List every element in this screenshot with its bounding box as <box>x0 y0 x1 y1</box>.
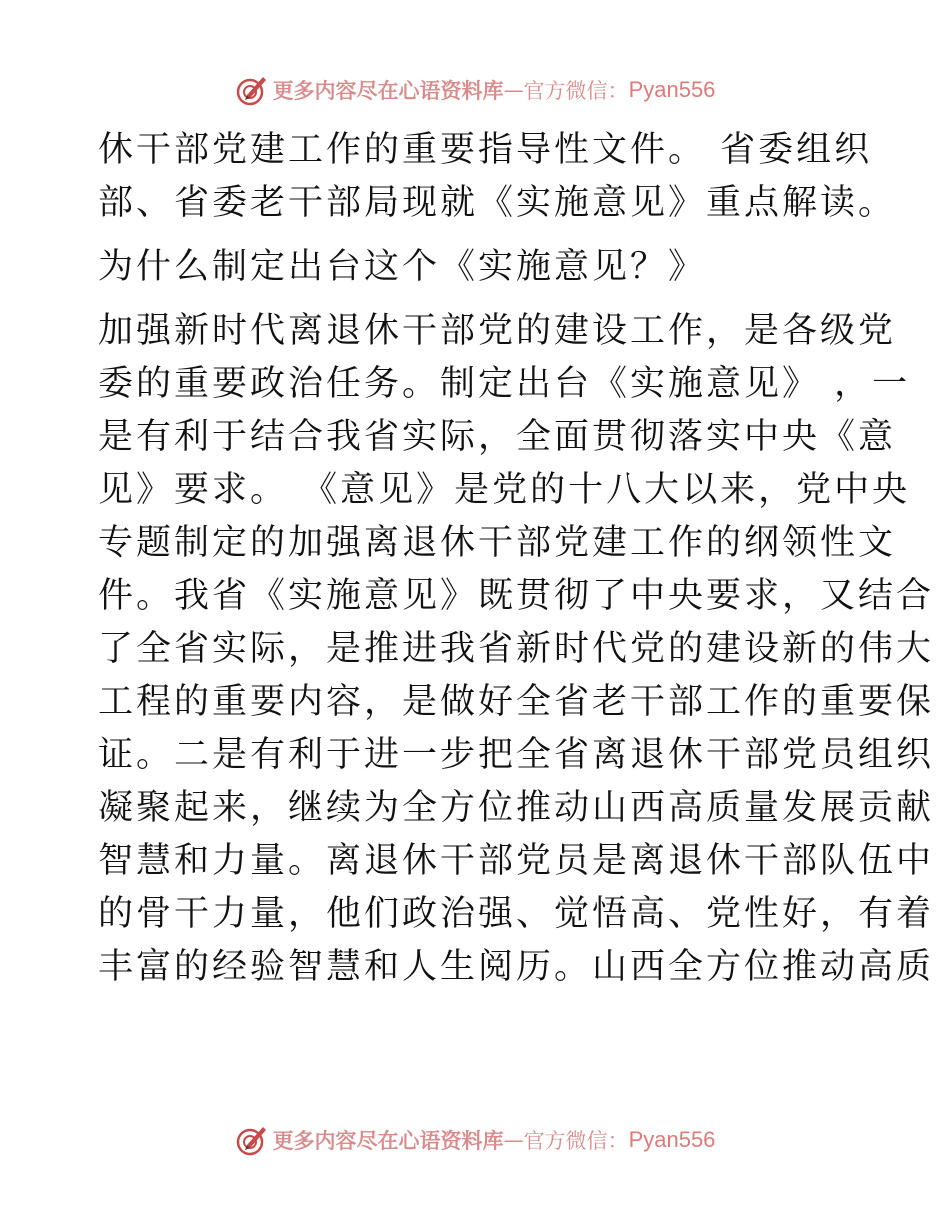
body-line: 丰富的经验智慧和人生阅历。山西全方位推动高质 <box>98 947 935 987</box>
body-line: 了全省实际，是推进我省新时代党的建设新的伟大 <box>98 629 935 669</box>
watermark-brand-text: 更多内容尽在心语资料库 <box>272 1128 504 1153</box>
body-line: 证。二是有利于进一步把全省离退休干部党员组织 <box>98 735 935 775</box>
body-line: 智慧和力量。离退休干部党员是离退休干部队伍中 <box>98 841 935 881</box>
watermark-wechat-account: Pyan556 <box>628 77 716 102</box>
body-line: 见》要求。 《意见》是党的十八大以来，党中央 <box>98 470 911 510</box>
watermark-wechat-account: Pyan556 <box>628 1127 716 1152</box>
body-line: 加强新时代离退休干部党的建设工作，是各级党 <box>98 311 897 351</box>
body-line: 凝聚起来，继续为全方位推动山西高质量发展贡献 <box>98 788 935 828</box>
footer-watermark-banner <box>0 1120 950 1160</box>
watermark-wechat-label: 官方微信： <box>523 79 629 103</box>
body-line: 专题制定的加强离退休干部党建工作的纲领性文 <box>98 523 897 563</box>
watermark-separator: — <box>503 78 524 102</box>
body-line: 的骨干力量，他们政治强、觉悟高、党性好，有着 <box>98 894 935 934</box>
watermark-brand-text: 更多内容尽在心语资料库 <box>272 78 504 103</box>
body-line: 委的重要政治任务。制定出台《实施意见》 ，一 <box>98 364 911 404</box>
document-body <box>98 124 935 994</box>
header-watermark-banner <box>0 70 950 110</box>
pen-logo-icon <box>235 1123 269 1157</box>
watermark-wechat-label: 官方微信： <box>523 1129 629 1153</box>
body-line: 工程的重要内容，是做好全省老干部工作的重要保 <box>98 682 935 722</box>
body-line: 休干部党建工作的重要指导性文件。 省委组织 <box>98 130 873 170</box>
watermark-separator: — <box>503 1128 524 1152</box>
body-line: 件。我省《实施意见》既贯彻了中央要求，又结合 <box>98 576 935 616</box>
pen-logo-icon <box>235 73 269 107</box>
body-line: 部、省委老干部局现就《实施意见》重点解读。 <box>98 183 897 223</box>
section-heading: 为什么制定出台这个《实施意见？》 <box>98 247 707 287</box>
body-line: 是有利于结合我省实际，全面贯彻落实中央《意 <box>98 417 897 457</box>
